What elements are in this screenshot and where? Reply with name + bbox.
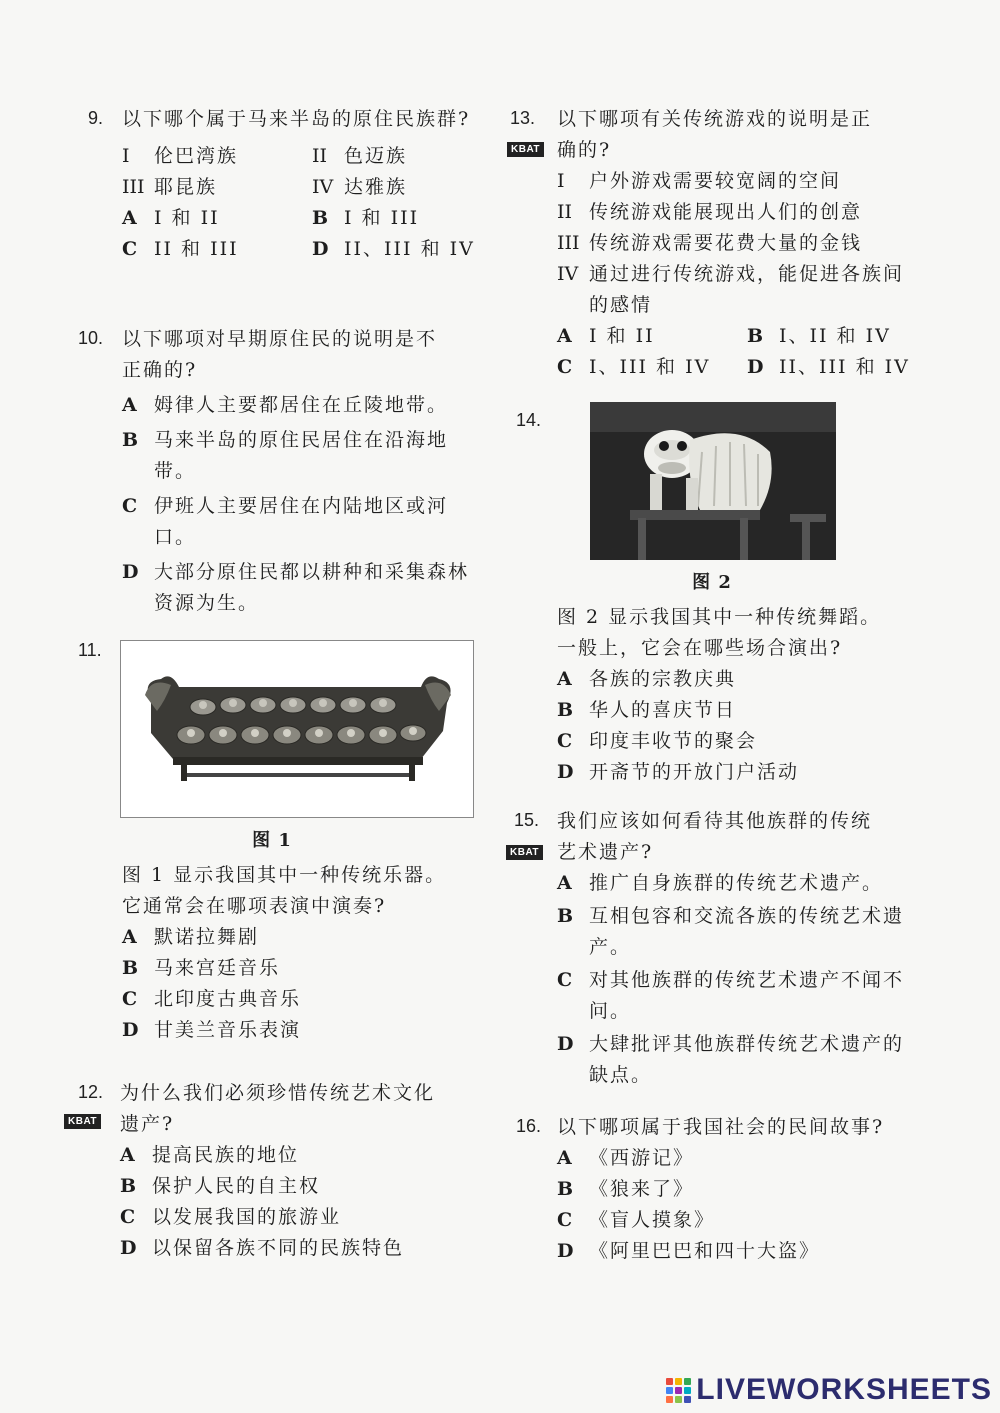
option-b[interactable]: B 马来宫廷音乐: [122, 957, 281, 979]
question-stem: 遗产?: [120, 1113, 175, 1135]
logo-text: LIVEWORKSHEETS: [696, 1373, 992, 1406]
option-c[interactable]: C 以发展我国的旅游业: [120, 1206, 342, 1228]
option-d[interactable]: D 大部分原住民都以耕种和采集森林资源为生。: [122, 561, 470, 614]
question-number: 9.: [88, 108, 104, 128]
option-c[interactable]: C 对其他族群的传统艺术遗产不闻不问。: [557, 969, 905, 1022]
option-b[interactable]: B 互相包容和交流各族的传统艺术遗产。: [557, 905, 905, 958]
option-d[interactable]: D 《阿里巴巴和四十大盗》: [557, 1240, 821, 1262]
question-16: [557, 1112, 919, 1267]
option-c[interactable]: C 《盲人摸象》: [557, 1209, 716, 1231]
question-stem: 以下哪项对早期原住民的说明是不: [122, 328, 438, 350]
roman-item: III 传统游戏需要花费大量的金钱: [557, 232, 863, 254]
option-c[interactable]: C 北印度古典音乐: [122, 988, 302, 1010]
question-number: 15.: [514, 810, 540, 830]
question-stem: 以下哪项有关传统游戏的说明是正: [557, 108, 873, 130]
option-b[interactable]: B I 和 III: [312, 207, 420, 229]
option-b[interactable]: B I、II 和 IV: [747, 325, 891, 347]
option-d[interactable]: D 以保留各族不同的民族特色: [120, 1237, 405, 1259]
option-b[interactable]: B 华人的喜庆节日: [557, 699, 737, 721]
option-d[interactable]: D II、III 和 IV: [747, 356, 910, 378]
option-c[interactable]: C 伊班人主要居住在内陆地区或河口。: [122, 495, 449, 548]
question-number: 14.: [516, 410, 542, 430]
gamelan-instrument-icon: [121, 641, 473, 817]
figure-2-image: [590, 402, 836, 560]
roman-item: III 耶昆族: [122, 176, 218, 198]
roman-item: II 传统游戏能展现出人们的创意: [557, 201, 863, 223]
roman-item: II 色迈族: [312, 145, 408, 167]
logo-icon: [666, 1376, 692, 1404]
roman-list: [122, 141, 482, 265]
kbat-badge: KBAT: [507, 142, 544, 157]
roman-item: I 伦巴湾族: [122, 145, 239, 167]
question-number: 16.: [516, 1116, 542, 1136]
roman-item: I 户外游戏需要较宽阔的空间: [557, 170, 842, 192]
question-stem: 正确的?: [122, 359, 198, 381]
question-stem: 我们应该如何看待其他族群的传统: [557, 810, 873, 832]
option-a[interactable]: A 《西游记》: [557, 1147, 695, 1169]
roman-item: IV 达雅族: [312, 176, 408, 198]
question-stem: 以下哪个属于马来半岛的原住民族群?: [122, 108, 471, 130]
question-number: 12.: [78, 1082, 104, 1102]
option-c[interactable]: C 印度丰收节的聚会: [557, 730, 758, 752]
liveworksheets-logo[interactable]: [666, 1373, 992, 1407]
question-stem: 为什么我们必须珍惜传统艺术文化: [120, 1082, 436, 1104]
question-stem: 它通常会在哪项表演中演奏?: [122, 895, 387, 917]
question-number: 11.: [78, 640, 102, 660]
option-d[interactable]: D 甘美兰音乐表演: [122, 1019, 302, 1041]
lion-dance-icon: [590, 402, 836, 560]
question-12: [120, 1078, 480, 1264]
question-stem: 图 1 显示我国其中一种传统乐器。: [122, 864, 447, 886]
question-13: [557, 104, 917, 383]
kbat-badge: KBAT: [64, 1114, 101, 1129]
question-stem: 一般上，它会在哪些场合演出?: [557, 637, 843, 659]
question-11: [122, 826, 482, 1046]
option-a[interactable]: A 推广自身族群的传统艺术遗产。: [557, 872, 884, 894]
option-a[interactable]: A 提高民族的地位: [120, 1144, 300, 1166]
question-number: 10.: [78, 328, 104, 348]
figure-caption: 图 2: [692, 572, 732, 593]
figure-caption: 图 1: [252, 830, 292, 851]
question-number: 13.: [510, 108, 536, 128]
option-d[interactable]: D 大肆批评其他族群传统艺术遗产的缺点。: [557, 1033, 905, 1086]
option-b[interactable]: B 马来半岛的原住民居住在沿海地带。: [122, 429, 449, 482]
option-a[interactable]: A I 和 II: [122, 207, 220, 229]
option-b[interactable]: B 《狼来了》: [557, 1178, 695, 1200]
option-a[interactable]: A 姆律人主要都居住在丘陵地带。: [122, 394, 449, 416]
question-10: [122, 324, 482, 619]
question-9: [122, 104, 482, 265]
figure-1-image: [120, 640, 474, 818]
option-c[interactable]: C II 和 III: [122, 238, 239, 260]
option-d[interactable]: D 开斋节的开放门户活动: [557, 761, 800, 783]
option-c[interactable]: C I、III 和 IV: [557, 356, 711, 378]
question-stem: 艺术遗产?: [557, 841, 654, 863]
question-15: [557, 806, 919, 1091]
roman-item: IV 通过进行传统游戏，能促进各族间的感情: [557, 263, 905, 316]
option-a[interactable]: A I 和 II: [557, 325, 655, 347]
question-14: [557, 568, 917, 788]
option-b[interactable]: B 保护人民的自主权: [120, 1175, 321, 1197]
option-d[interactable]: D II、III 和 IV: [312, 238, 475, 260]
option-a[interactable]: A 默诺拉舞剧: [122, 926, 260, 948]
option-a[interactable]: A 各族的宗教庆典: [557, 668, 737, 690]
question-stem: 确的?: [557, 139, 612, 161]
question-stem: 以下哪项属于我国社会的民间故事?: [557, 1116, 885, 1138]
question-stem: 图 2 显示我国其中一种传统舞蹈。: [557, 606, 882, 628]
kbat-badge: KBAT: [506, 845, 543, 860]
